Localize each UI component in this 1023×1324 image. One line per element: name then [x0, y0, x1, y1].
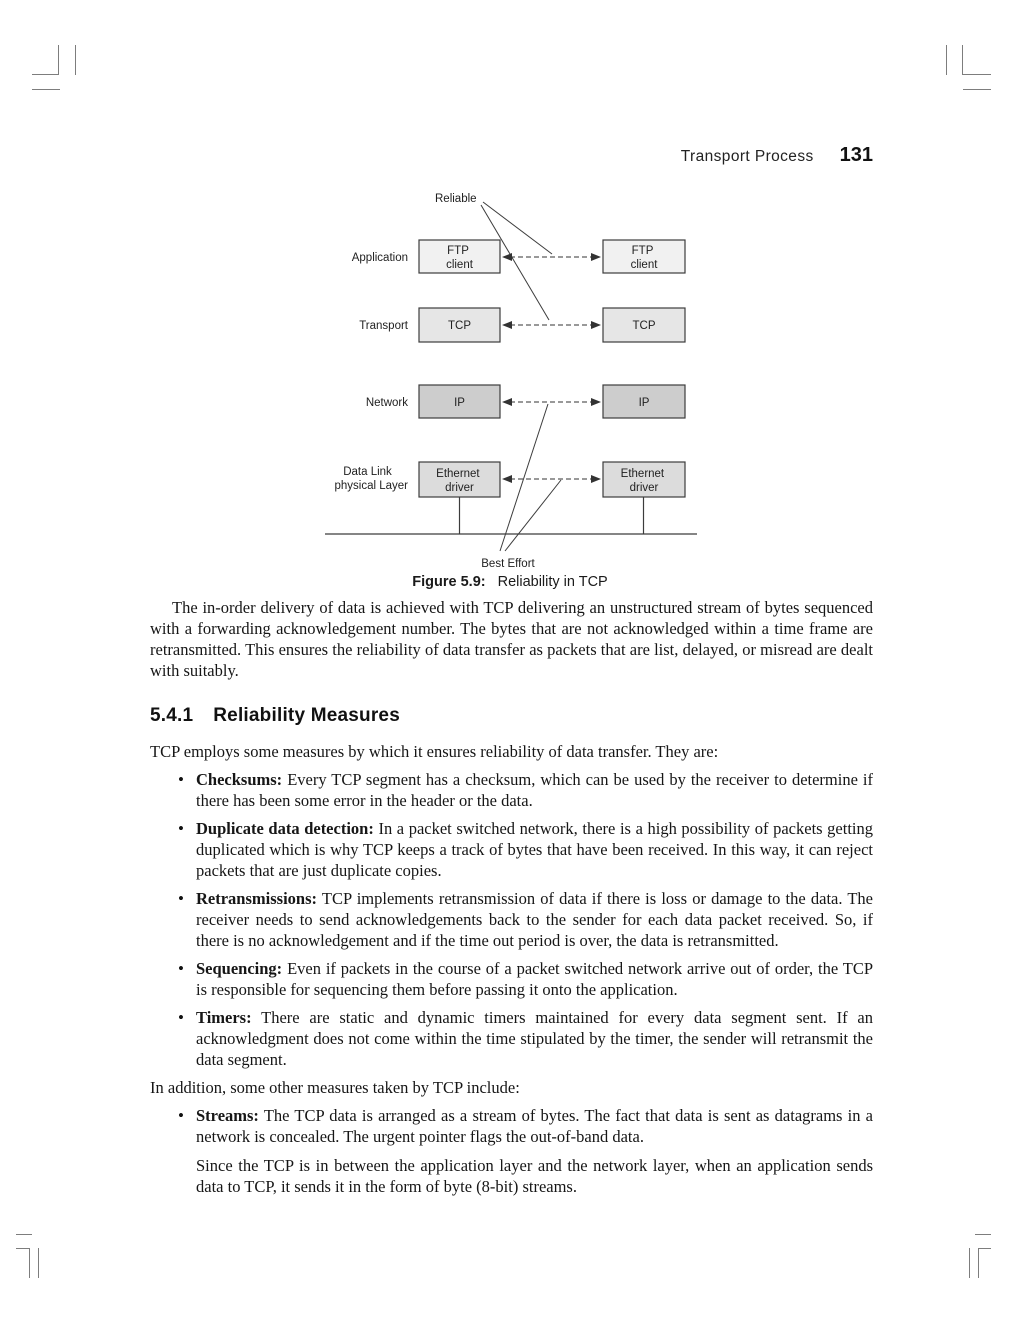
bullet-term: Retransmissions:: [196, 889, 318, 908]
tcp-label-right: TCP: [632, 320, 656, 332]
crop-mark: [58, 45, 59, 75]
bullet-text: The TCP data is arranged as a stream of bytes. The fact that data is sent as datagrams in a network is concealed. The urgent pointer flags the out-of-band data.: [196, 1106, 874, 1146]
list-item: [150, 818, 873, 881]
bullet-term: Duplicate data detection:: [196, 819, 374, 838]
ip-label-right: IP: [638, 397, 650, 409]
streams-continuation-paragraph: Since the TCP is in between the application layer and the network layer, when an application sends data to TCP, it sends it in the form of byte (8-bit) streams.: [196, 1156, 873, 1196]
crop-mark: [969, 1248, 970, 1278]
crop-mark: [16, 1234, 32, 1235]
section-title: Reliability Measures: [213, 705, 400, 726]
crop-mark: [963, 89, 991, 90]
best-effort-label: Best Effort: [481, 558, 535, 570]
bullet-term: Sequencing:: [196, 959, 283, 978]
list-item: [150, 1105, 873, 1147]
ftp-client-label-right: FTP client: [630, 245, 658, 271]
crop-mark: [978, 1248, 991, 1249]
best-effort-pointer-line: [505, 480, 561, 551]
figure-caption-text: Reliability in TCP: [497, 574, 608, 590]
bullet-term: Streams:: [196, 1106, 259, 1125]
running-title: Transport Process: [680, 148, 814, 165]
section-number: 5.4.1: [150, 705, 194, 726]
crop-mark: [946, 45, 947, 75]
layer-label-transport: Transport: [359, 320, 408, 332]
bullet-text: There are static and dynamic timers maintained for every data segment sent. If an acknowledgment does not come within the time stipulated by the timer, the sender will retransmit the data segment.: [196, 1008, 873, 1069]
peer-arrow-datalink: [502, 475, 601, 483]
intro-paragraph: The in-order delivery of data is achieved with TCP delivering an unstructured stream of bytes sequenced with a forwarding acknowledgement number. The bytes that are not acknowledged within a time frame are retransmitted. This ensures the reliability of data transfer as packets that are list, delayed, or misread are dealt with suitably.: [150, 598, 873, 680]
crop-mark: [978, 1248, 979, 1278]
section-heading: [150, 705, 873, 726]
bullet-term: Timers:: [196, 1008, 252, 1027]
ftp-client-label-left: FTP client: [446, 245, 473, 271]
bullet-text: In a packet switched network, there is a high possibility of packets getting duplicated which is why TCP keeps a track of bytes that have been received. In this way, it can reject packets that are just duplicate copies.: [196, 819, 874, 880]
list-item: [150, 888, 873, 951]
reliable-label: Reliable: [435, 193, 477, 205]
crop-mark: [75, 45, 76, 75]
crop-mark: [32, 74, 59, 75]
ethernet-driver-label-left: Ethernet driver: [436, 468, 480, 494]
crop-mark: [32, 89, 60, 90]
figure-caption: [300, 574, 720, 590]
crop-mark: [975, 1234, 991, 1235]
crop-mark: [29, 1248, 30, 1278]
page-body: [150, 597, 873, 1197]
figure-caption-label: Figure 5.9:: [412, 574, 486, 590]
peer-arrow-transport: [502, 321, 601, 329]
figure-reliability-in-tcp: [300, 183, 720, 575]
reliability-measures-list: [150, 769, 873, 1070]
ethernet-driver-label-right: Ethernet driver: [620, 468, 665, 494]
bullet-text: Every TCP segment has a checksum, which can be used by the receiver to determine if there has been some error in the header or the data.: [196, 770, 873, 810]
tcp-label-left: TCP: [448, 320, 471, 332]
running-header: [681, 144, 873, 167]
layer-label-network: Network: [365, 397, 408, 409]
bullet-text: TCP implements retransmission of data if there is loss or damage to the data. The receiver needs to send acknowledgements back to the sender for each data packet received. So, if there is no acknowledgement and if the time out period is over, the data is retransmitted.: [196, 889, 874, 950]
crop-mark: [38, 1248, 39, 1278]
bullet-text: Even if packets in the course of a packet switched network arrive out of order, the TCP is responsible for sequencing them before passing it onto the application.: [196, 959, 873, 999]
crop-mark: [963, 74, 991, 75]
ip-label-left: IP: [454, 397, 465, 409]
list-item: [150, 1007, 873, 1070]
addition-paragraph: In addition, some other measures taken by TCP include:: [150, 1078, 520, 1097]
page-number: 131: [839, 144, 873, 166]
crop-mark: [962, 45, 963, 75]
lead-paragraph: TCP employs some measures by which it ensures reliability of data transfer. They are:: [150, 742, 719, 761]
peer-arrow-network: [502, 398, 601, 406]
layer-label-datalink: Data Link physical Layer: [334, 466, 408, 492]
layer-label-application: Application: [351, 252, 408, 264]
crop-mark: [16, 1248, 29, 1249]
bullet-term: Checksums:: [196, 770, 283, 789]
list-item: [150, 769, 873, 811]
list-item: [150, 958, 873, 1000]
other-measures-list: [150, 1105, 873, 1147]
